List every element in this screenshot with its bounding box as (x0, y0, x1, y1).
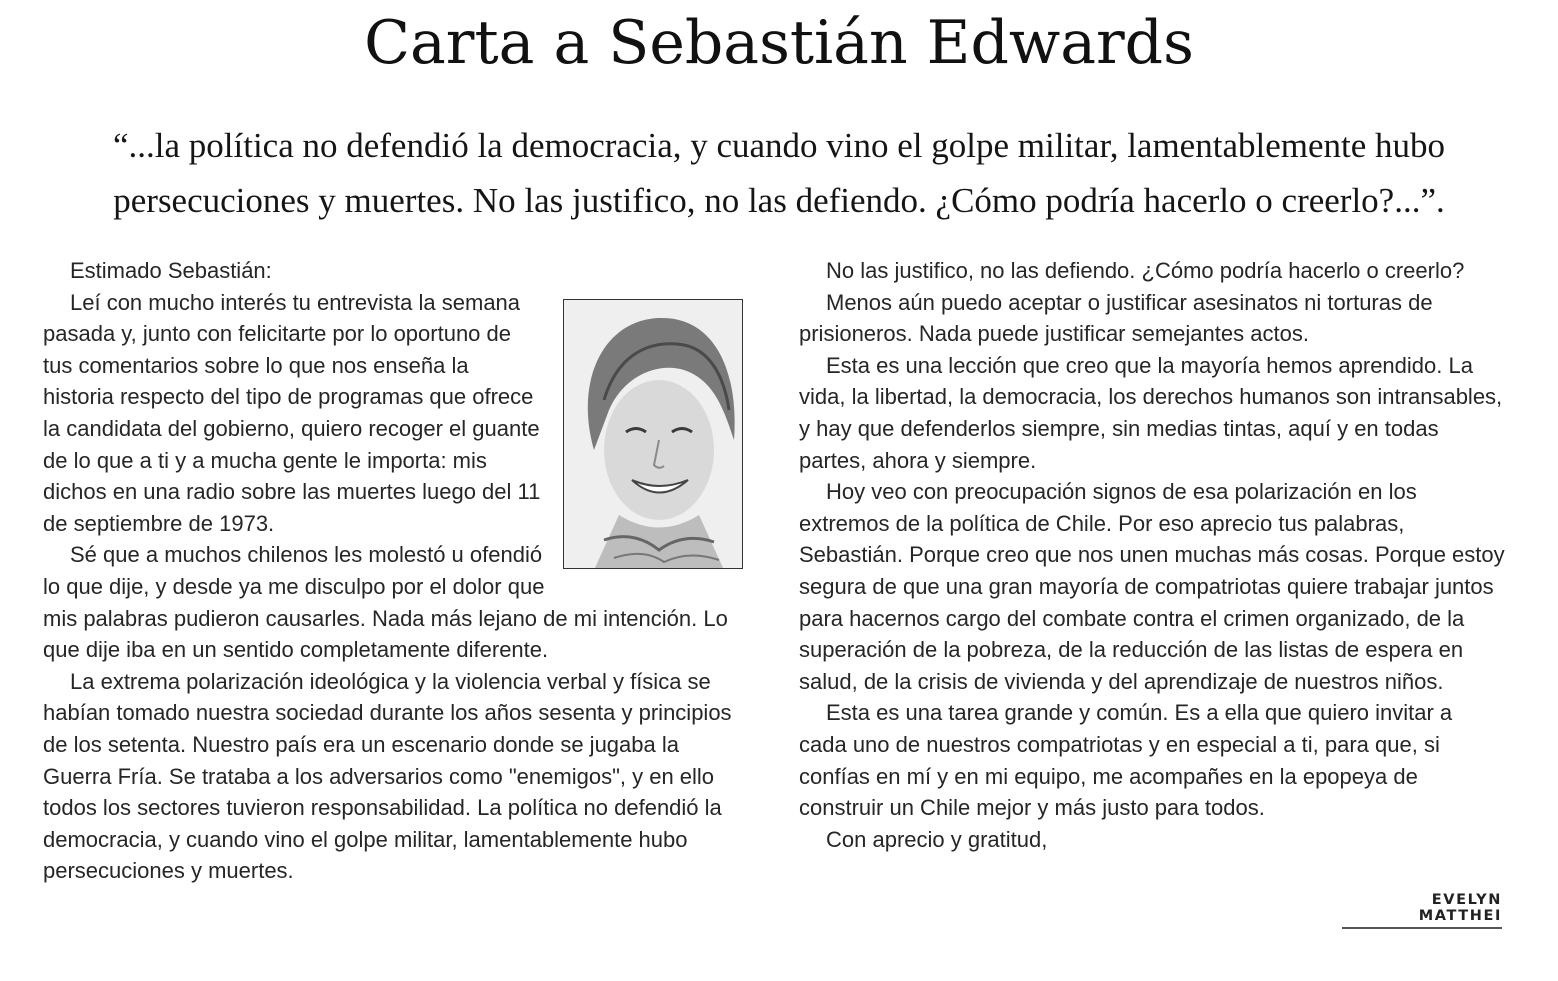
author-photo (563, 299, 743, 569)
paragraph: Sé que a muchos chilenos les molestó u ofendió lo que dije, y desde ya me disculpo por el dolor que mis palabras pudieron causarles. Nada más lejano de mi intención. Lo que dije iba en un sentido completamente diferente. (43, 542, 728, 663)
paragraph: Hoy veo con preocupación signos de esa polarización en los extremos de la política de Chile. Por eso aprecio tus palabras, Sebastián. Porque creo que nos unen muchas más cosas. Porque estoy segura de que una gran mayoría de compatriotas quiere trabajar juntos para hacernos cargo del combate contra el crimen organizado, de la superación de la pobreza, de la reducción de las listas de espera en salud, de la crisis de vivienda y del aprendizaje de nuestros niños. (799, 479, 1505, 694)
portrait-image (564, 300, 743, 569)
paragraph: La extrema polarización ideológica y la violencia verbal y física se habían tomado nuestra sociedad durante los años sesenta y principios de los setenta. Nuestro país era un escenario donde se jugaba la Guerra Fría. Se trataba a los adversarios como "enemigos", y en ello todos los sectores tuvieron responsabilidad. La política no defendió la democracia, y cuando vino el golpe militar, lamentablemente hubo persecuciones y muertes. (43, 668, 732, 884)
paragraph: Esta es una lección que creo que la mayoría hemos aprendido. La vida, la libertad, la democracia, los derechos humanos son intransables, y hay que defenderlos siempre, sin medias tintas, aquí y en todas partes, ahora y siempre. (799, 352, 1503, 473)
paragraph: Leí con mucho interés tu entrevista la semana pasada y, junto con felicitarte por lo oportuno de tus comentarios sobre lo que nos enseña la historia respecto del tipo de programas que ofrece la candidata del gobierno, quiero recoger el guante de lo que a ti y a mucha gente le importa: mis dichos en una radio sobre las muertes luego del 11 de septiembre de 1973. (43, 289, 541, 536)
article-title: Carta a Sebastián Edwards (364, 8, 1194, 78)
article-column-left (43, 255, 743, 887)
paragraph: Esta es una tarea grande y común. Es a ella que quiero invitar a cada uno de nuestros compatriotas y en especial a ti, para que, si confías en mí y en mi equipo, me acompañes en la epopeya de construir un Chile mejor y más justo para todos. (799, 700, 1453, 821)
salutation: Estimado Sebastián: (70, 258, 272, 283)
paragraph: Menos aún puedo aceptar o justificar asesinatos ni torturas de prisioneros. Nada puede justificar semejantes actos. (799, 289, 1433, 347)
paragraph: No las justifico, no las defiendo. ¿Cómo podría hacerlo o creerlo? (826, 258, 1465, 283)
article-column-right (799, 255, 1505, 855)
pull-quote: “...la política no defendió la democracia, y cuando vino el golpe militar, lamentablemente hubo persecuciones y muertes. No las justifico, no las defiendo. ¿Cómo podría hacerlo o creerlo?...”. (112, 126, 1446, 220)
closing: Con aprecio y gratitud, (826, 826, 1048, 852)
author-signature: EVELYN MATTHEI (1342, 892, 1502, 929)
